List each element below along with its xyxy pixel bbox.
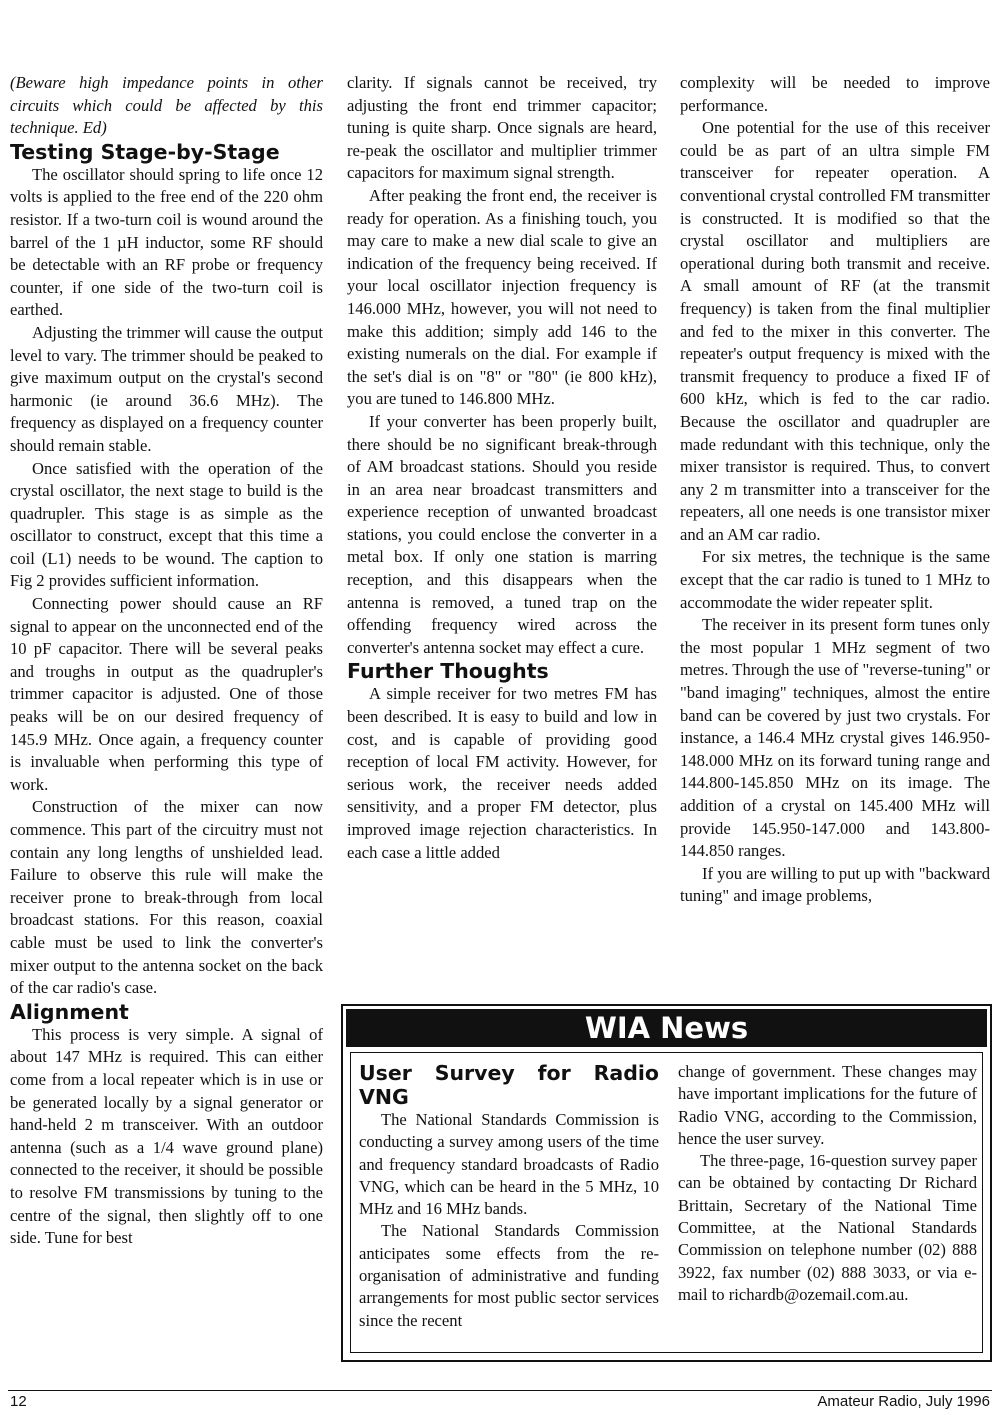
paragraph: complexity will be needed to improve performance. (680, 73, 990, 115)
news-paragraph: change of government. These changes may have important implications for the future of Radio VNG, according to the Commission, hence the user survey. (678, 1062, 977, 1148)
column-1 (10, 72, 323, 1250)
news-paragraph: The three-page, 16-question survey paper can be obtained by contacting Dr Richard Brittain, Secretary of the National Time Committee, at the National Standards Commission on telephone number (02) 888 3922, fax number (02) 888 3033, or via e-mail to richardb@ozemail.com.au. (678, 1151, 977, 1304)
wia-news-banner: WIA News (346, 1009, 987, 1047)
page-number: 12 (10, 1393, 27, 1410)
paragraph: Connecting power should cause an RF signal to appear on the unconnected end of the 10 pF capacitor. There will be several peaks and troughs in output as the quadrupler's trimmer capacitor is adjusted. One of those peaks will be on our desired frequency of 145.9 MHz. Once again, a frequency counter is invaluable when performing this type of work. (10, 594, 323, 794)
news-column-2 (678, 1061, 977, 1306)
news-paragraph: The National Standards Commission anticipates some effects from the re-organisation of administrative and funding arrangements for most public sector services since the recent (359, 1221, 659, 1330)
paragraph: Adjusting the trimmer will cause the output level to vary. The trimmer should be peaked to give maximum output on the crystal's second harmonic (ie around 36.6 MHz). The frequency as displayed on a frequency counter should remain stable. (10, 322, 323, 455)
footer-rule (8, 1390, 992, 1391)
paragraph: A simple receiver for two metres FM has been described. It is easy to build and low in cost, and is capable of providing good reception of local FM activity. However, for serious work, the receiver needs added sensitivity, and a proper FM detector, plus improved image rejection characteristics. In each case a little added (347, 684, 657, 862)
news-heading: User Survey for Radio VNG (359, 1061, 659, 1109)
paragraph: After peaking the front end, the receiver is ready for operation. As a finishing touch, you may care to make a new dial scale to give an indication of the frequency being received. If your local oscillator injection frequency is 146.000 MHz, however, you will not need to make this addition; simply add 146 to the existing numerals on the dial. For example if the set's dial is on "8" or "80" (ie 800 kHz), you are tuned to 146.800 MHz. (347, 185, 657, 409)
paragraph: The oscillator should spring to life once 12 volts is applied to the free end of the 220 ohm resistor. If a two-turn coil is wound around the barrel of the 1 µH inductor, some RF should be detectable with an RF probe or frequency counter, if one side of the two-turn coil is earthed. (10, 164, 323, 320)
heading-alignment: Alignment (10, 999, 129, 1024)
news-column-1 (359, 1061, 659, 1332)
editor-note: (Beware high impedance points in other circuits which could be affected by this technique. Ed) (10, 73, 323, 138)
paragraph: clarity. If signals cannot be received, try adjusting the front end trimmer capacitor; tuning is quite sharp. Once signals are heard, re-peak the oscillator and multiplier trimmer capacitors for maximum signal strength. (347, 73, 657, 183)
wia-news-box (341, 1004, 992, 1362)
paragraph: Once satisfied with the operation of the crystal oscillator, the next stage to build is the quadrupler. This stage is as simple as the oscillator to construct, except that this time a coil (L1) needs to be wound. The caption to Fig 2 provides sufficient information. (10, 458, 323, 591)
paragraph: If your converter has been properly built, there should be no significant break-through of AM broadcast stations. Should you reside in an area near broadcast transmitters and experience reception of unwanted broadcast stations, you could enclose the converter in a metal box. If only one station is marring reception, and this disappears when the antenna is removed, a tuned trap on the offending frequency wired across the converter's antenna socket may effect a cure. (347, 411, 657, 657)
column-3 (680, 72, 990, 908)
news-paragraph: The National Standards Commission is conducting a survey among users of the time and frequency standard broadcasts of Radio VNG, which can be heard in the 5 MHz, 10 MHz and 16 MHz bands. (359, 1110, 659, 1219)
publication-footer: Amateur Radio, July 1996 (817, 1393, 990, 1410)
paragraph: For six metres, the technique is the same except that the car radio is tuned to 1 MHz to accommodate the wider repeater split. (680, 547, 990, 612)
heading-testing-stage-by-stage: Testing Stage-by-Stage (10, 139, 280, 164)
paragraph: Construction of the mixer can now commence. This part of the circuitry must not contain any long lengths of unshielded lead. Failure to observe this rule will make the receiver prone to break-through from local broadcast stations. For this reason, coaxial cable must be used to link the converter's mixer output to the antenna socket on the back of the car radio's case. (10, 797, 323, 998)
news-inner-frame (350, 1052, 983, 1353)
paragraph: If you are willing to put up with "backward tuning" and image problems, (680, 863, 990, 906)
paragraph: One potential for the use of this receiver could be as part of an ultra simple FM transceiver for repeater operation. A conventional crystal controlled FM transmitter is constructed. It is modified so that the crystal oscillator and multipliers are operational during both transmit and receive. A small amount of RF (at the transmit frequency) is taken from the final multiplier and fed to the mixer in this converter. The repeater's output frequency is mixed with the transmit frequency to produce a fixed IF of 600 kHz, which is fed to the car radio. Because the oscillator and quadrupler are made redundant with this technique, only the mixer transistor is required. Thus, to convert any 2 m transmitter into a transceiver for the repeaters, all one needs is one transistor mixer and an AM car radio. (680, 118, 990, 544)
heading-further-thoughts: Further Thoughts (347, 659, 549, 684)
column-2 (347, 72, 657, 864)
paragraph: This process is very simple. A signal of about 147 MHz is required. This can either come from a local repeater which is in use or be generated locally by a signal generator or hand-held 2 m transceiver. With an outdoor antenna (such as a 1/4 wave ground plane) connected to the receiver, it should be possible to resolve FM transmissions by tuning to the centre of the signal, then slightly off to one side. Tune for best (10, 1024, 323, 1248)
paragraph: The receiver in its present form tunes only the most popular 1 MHz segment of two metres. Through the use of "reverse-tuning" or "band imaging" techniques, almost the entire band can be covered by just two crystals. For instance, a 146.4 MHz crystal gives 146.950-148.000 MHz on its forward tuning range and 144.800-145.850 MHz on its image. The addition of a crystal on 145.400 MHz will provide 145.950-147.000 and 143.800-144.850 ranges. (680, 615, 990, 861)
